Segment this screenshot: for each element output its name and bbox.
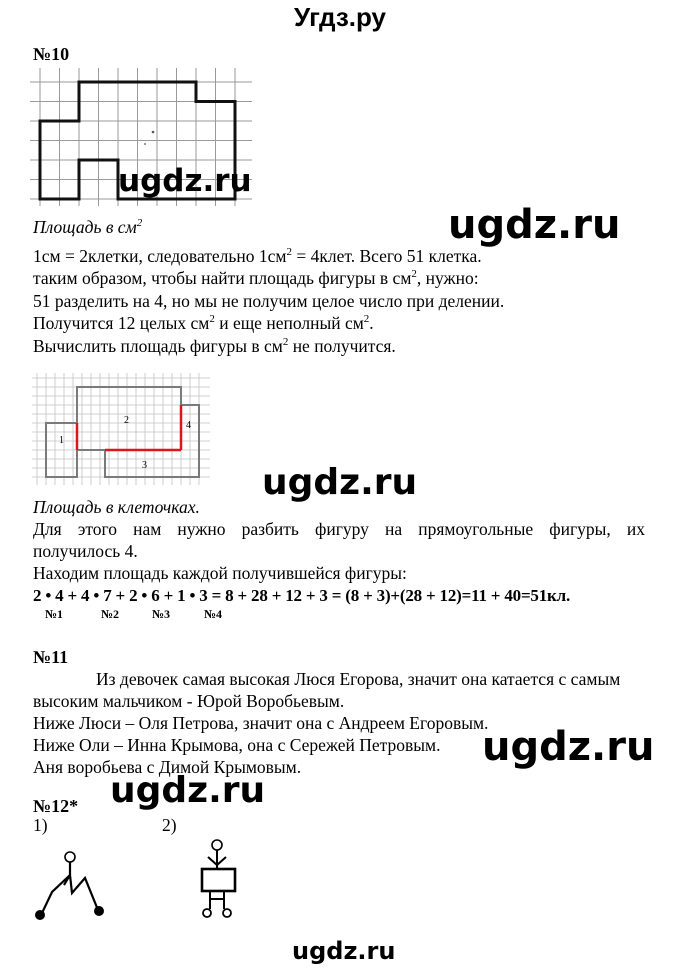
task10-line1: 1см = 2клетки, следовательно $1см^2$ = 4клет. Всего 51 клетка.	[33, 246, 482, 266]
region-label-3: 3	[142, 460, 147, 471]
task10-equation: 2 • 4 + 4 • 7 + 2 • 6 + 1 • 3 = 8 + 28 + 12 + 3 = (8 + 3)+(28 + 12)=11 + 40=51кл.	[33, 586, 571, 605]
task-11-number: №11	[33, 647, 69, 667]
task10-line5: Вычислить площадь фигуры в $см^2$ не получится.	[33, 336, 396, 356]
watermark-footer: ugdz.ru	[292, 937, 396, 965]
caption-area-cells: Площадь в клеточках.	[33, 497, 200, 517]
task11-line2: высоким мальчиком - Юрой Воробьевым.	[33, 691, 345, 711]
caption-area-cm: Площадь в $см^2$	[33, 217, 143, 237]
task12-item-1-label: 1)	[33, 815, 48, 835]
site-title: Угдз.ру	[294, 2, 386, 32]
watermark-3: ugdz.ru	[262, 462, 418, 503]
task10-para1: Для этого нам нужно разбить фигуру на прямоугольные фигуры, их	[33, 519, 645, 539]
task-10-number: №10	[33, 44, 70, 64]
task10-para2: Находим площадь каждой получившейся фигуры:	[33, 563, 407, 583]
region-label-4: 4	[186, 420, 191, 431]
task11-line1: Из девочек самая высокая Люся Егорова, значит она катается с самым	[96, 669, 621, 689]
task10-line4: Получится 12 целых $см^2$ и еще неполный $см^2$.	[33, 313, 374, 333]
watermark-5: ugdz.ru	[110, 770, 266, 811]
sub-label-3: №3	[152, 607, 171, 621]
task-12-number: №12*	[33, 796, 79, 816]
task12-item-2-label: 2)	[162, 815, 177, 835]
sub-label-4: №4	[204, 607, 223, 621]
task11-line5: Аня воробьева с Димой Крымовым.	[33, 757, 302, 777]
task10-line3: 51 разделить на 4, но мы не получим целое число при делении.	[33, 291, 505, 311]
grid-lines	[32, 373, 210, 485]
watermark-1: ugdz.ru	[118, 163, 252, 199]
task10-line2: таким образом, чтобы найти площадь фигуры в $см^2$, нужно:	[33, 268, 479, 288]
task11-line3: Ниже Люси – Оля Петрова, значит она с Андреем Егоровым.	[33, 713, 489, 733]
grid-figure-2	[32, 373, 212, 488]
region-label-2: 2	[124, 415, 129, 426]
watermark-4: ugdz.ru	[482, 724, 655, 770]
stick-figure-2	[190, 835, 250, 923]
task10-para1b: получилось 4.	[33, 541, 138, 561]
region-label-1: 1	[59, 435, 64, 446]
watermark-2: ugdz.ru	[448, 202, 621, 248]
stick-figure-1	[30, 845, 110, 925]
task11-line4: Ниже Оли – Инна Крымова, она с Сережей Петровым.	[33, 735, 441, 755]
sub-label-2: №2	[101, 607, 120, 621]
sub-label-1: №1	[45, 607, 64, 621]
